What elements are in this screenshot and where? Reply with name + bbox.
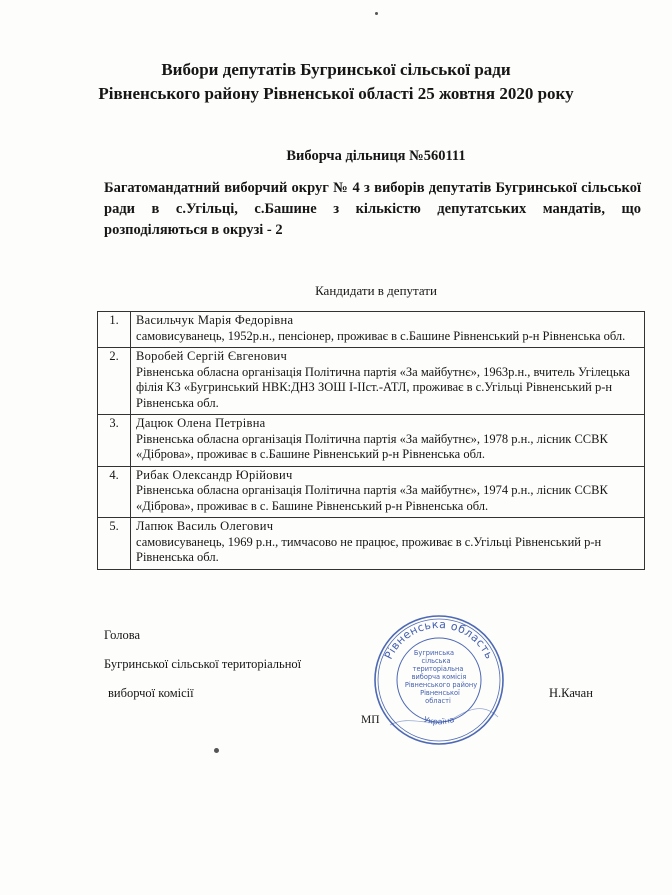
title-line-1: Вибори депутатів Бугринської сільської ради [161,60,511,79]
table-row [98,312,645,348]
candidate-number: 3. [98,415,131,467]
candidate-details: самовисуванець, 1952р.н., пенсіонер, проживає в с.Башине Рівненський р-н Рівненська обл. [136,328,626,343]
candidate-details: Рівненська обласна організація Політична партія «За майбутнє», 1963р.н., вчитель Угілецька філія КЗ «Бугринський НВК:ДНЗ ЗОШ I-IIст.-АТЛ, проживає в с.Угільці Рівненський р-н Рівненська обл. [136,364,630,410]
svg-text:області: області [425,697,451,705]
candidate-number: 2. [98,348,131,415]
candidate-cell [131,518,645,570]
table-row [98,518,645,570]
svg-text:Рівненської: Рівненської [420,689,460,697]
table-row [98,466,645,518]
svg-text:територіальна: територіальна [412,665,464,673]
candidate-name: Лапюк Василь Олегович [136,519,274,533]
candidate-details: Рівненська обласна організація Політична партія «За майбутнє», 1978 р.н., лісник ССВК «Діброва», проживає в с.Башине Рівненський р-н Рівненська обл. [136,431,608,461]
scan-speck [375,12,378,15]
candidate-number: 1. [98,312,131,348]
signature-role-line-3: виборчої комісії [108,686,194,700]
stamp-bottom-text: Україна [422,714,456,727]
official-stamp [372,613,506,747]
scan-speck [214,748,219,753]
candidate-details: самовисуванець, 1969 р.н., тимчасово не працює, проживає в с.Угільці Рівненський р-н Рівненська обл. [136,534,602,564]
stamp-inner-text [405,649,477,705]
candidate-number: 4. [98,466,131,518]
signer-name: Н.Качан [549,686,593,700]
table-row [98,415,645,467]
document-title [40,58,632,106]
candidate-cell [131,348,645,415]
precinct-number: Виборча дільниця №560111 [286,148,466,164]
candidate-name: Дацюк Олена Петрівна [136,416,266,430]
title-line-2: Рівненського району Рівненської області 25 жовтня 2020 року [98,84,574,103]
signature-role-line-1: Голова [104,628,140,642]
svg-text:Бугринська: Бугринська [413,649,455,657]
table-row [98,348,645,415]
candidate-name: Воробей Сергій Євгенович [136,349,288,363]
signature-role-line-2: Бугринської сільської територіальної [104,657,302,671]
svg-text:Рівненського району: Рівненського району [404,681,478,689]
district-description: Багатомандатний виборчий округ № 4 з виборів депутатів Бугринської сільської ради в с.Угільці, с.Башине з кількістю депутатських мандатів, що розподіляються в окрузі - 2 [104,180,641,238]
candidate-details: Рівненська обласна організація Політична партія «За майбутнє», 1974 р.н., лісник ССВК «Діброва», проживає в с. Башине Рівненський р-н Рівненська обл. [136,483,608,513]
candidate-number: 5. [98,518,131,570]
candidates-table [97,311,645,570]
stamp-outer-text: Рівненська область [381,617,497,662]
candidate-name: Васильчук Марія Федорівна [136,313,294,327]
candidate-name: Рибак Олександр Юрійович [136,467,293,482]
candidate-cell [131,415,645,467]
seal-place-mark: МП [361,714,380,726]
candidate-cell [131,466,645,518]
candidate-cell [131,312,645,348]
candidates-heading: Кандидати в депутати [315,283,437,298]
svg-text:сільська: сільська [421,657,451,665]
svg-text:виборча комісія: виборча комісія [411,673,467,681]
